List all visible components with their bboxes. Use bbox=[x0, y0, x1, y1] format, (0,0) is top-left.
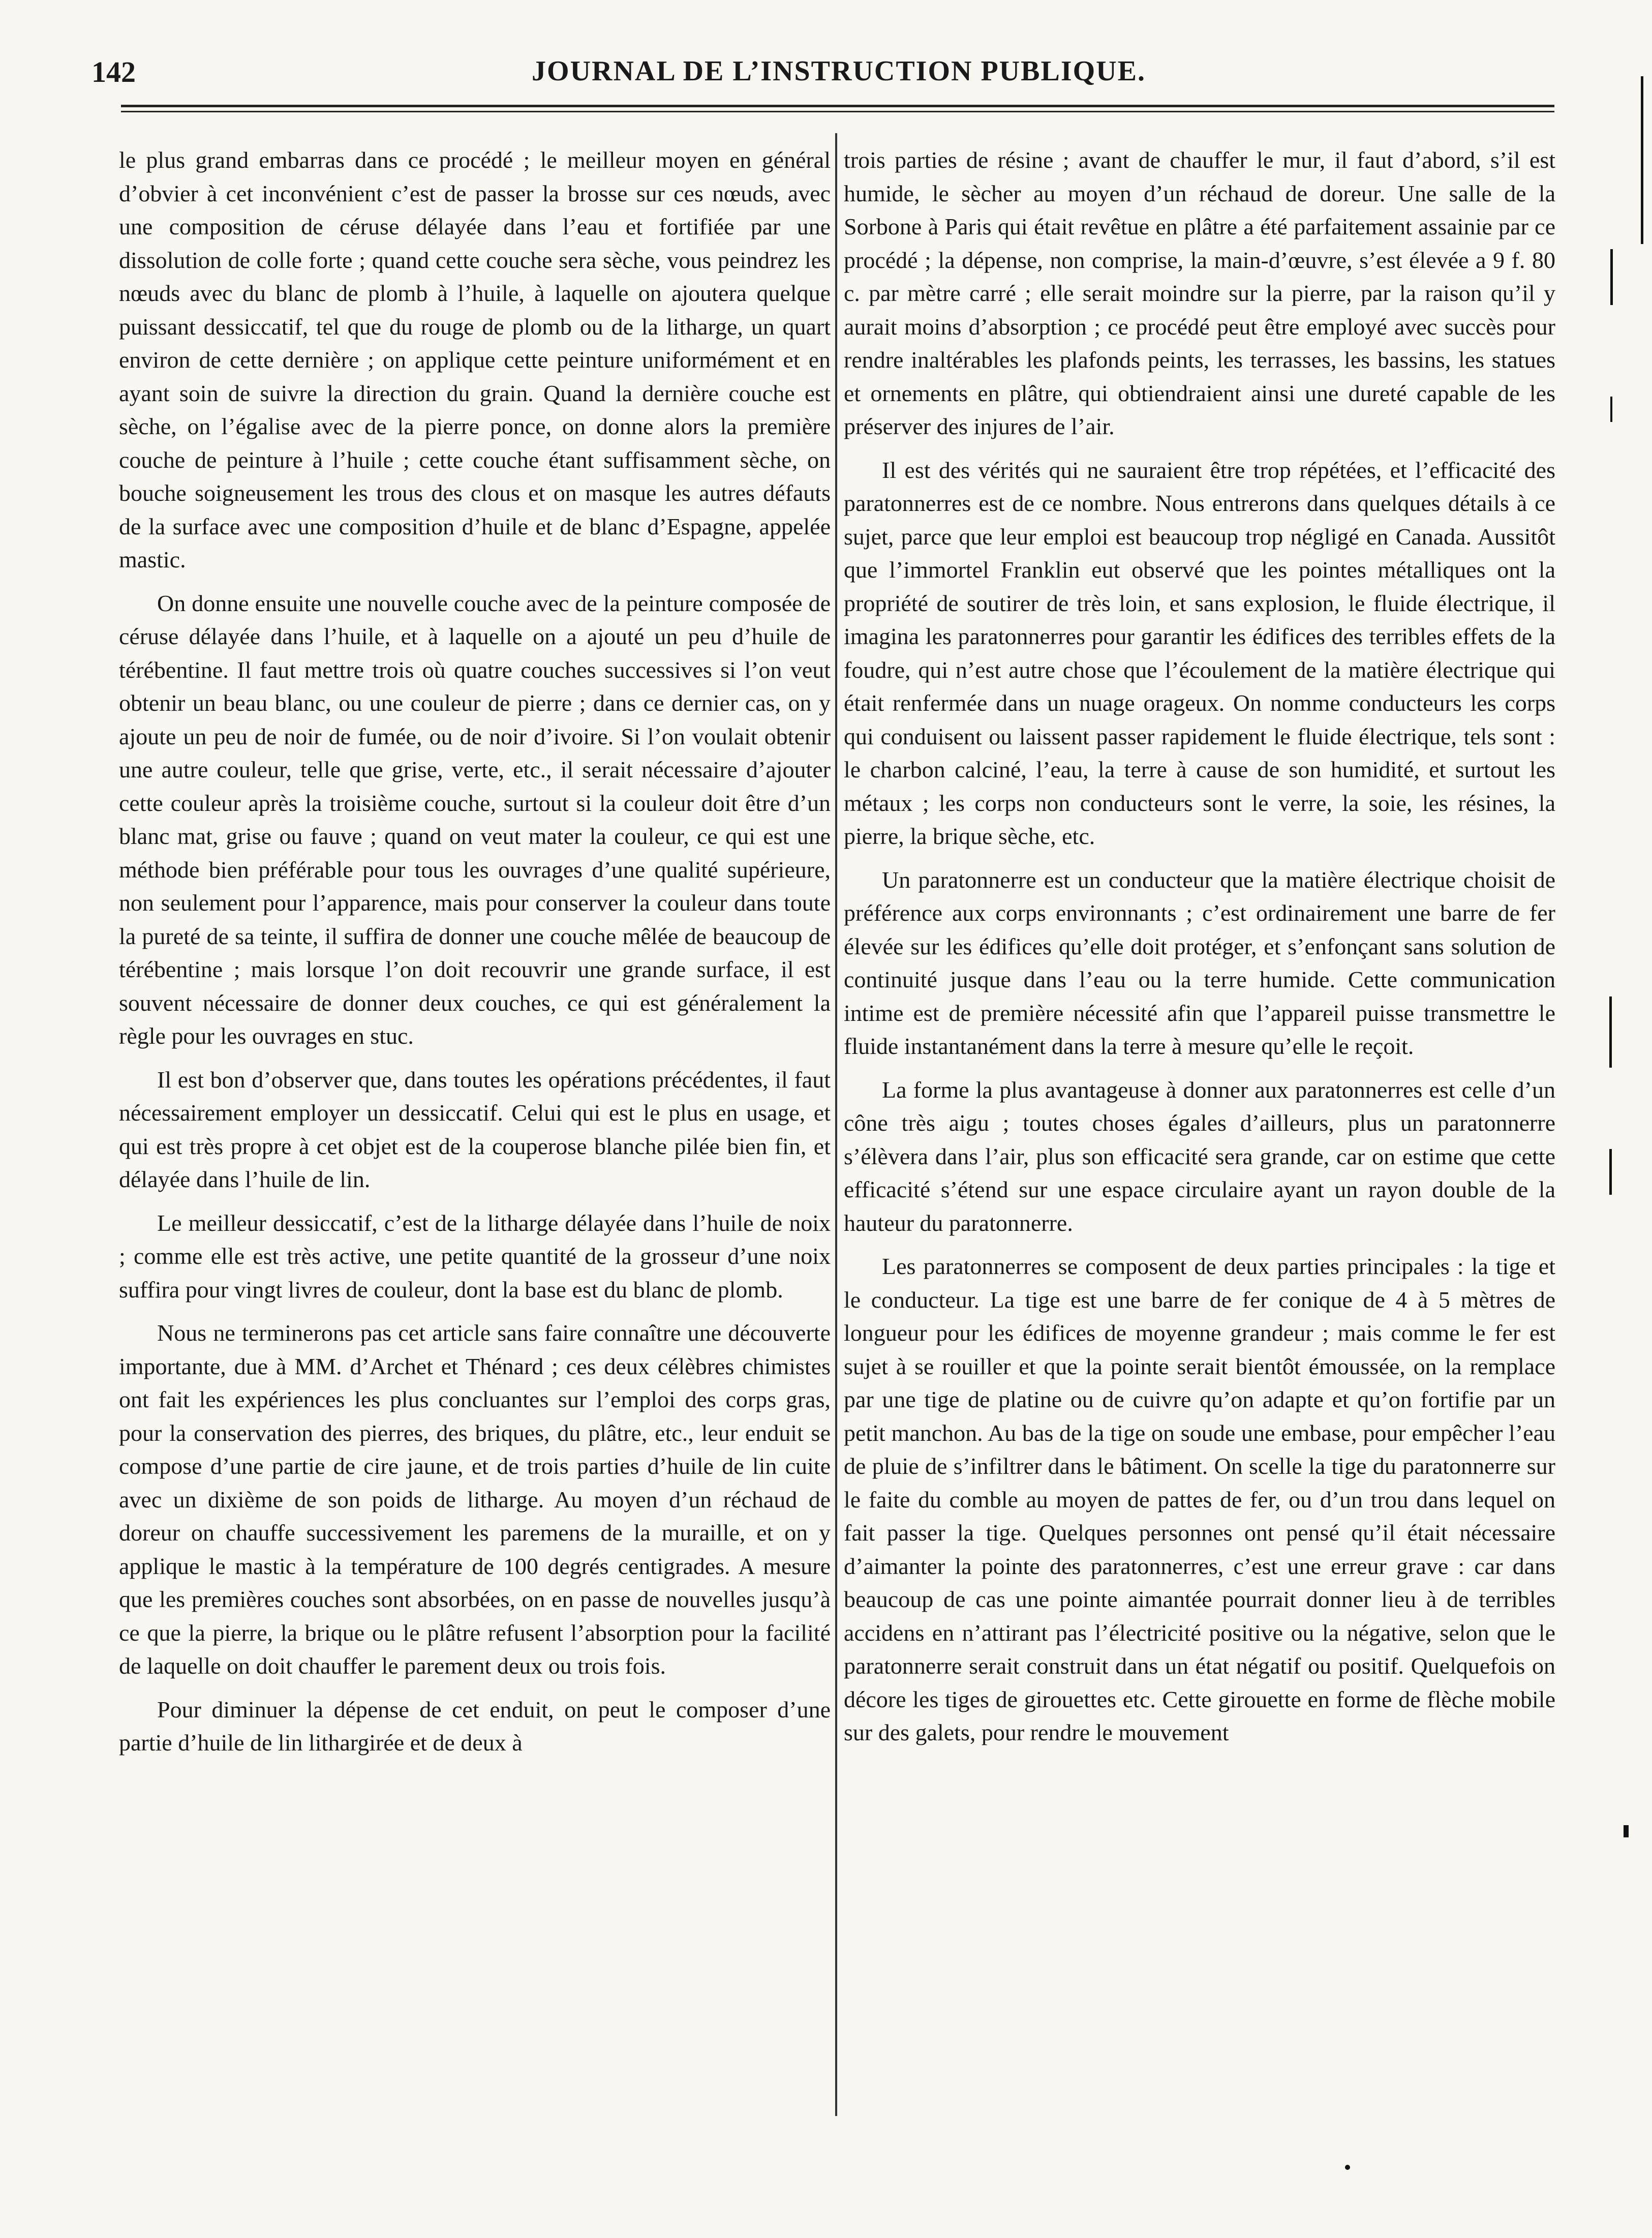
margin-binding-mark bbox=[1609, 996, 1612, 1068]
paragraph: le plus grand embarras dans ce procédé ; le meilleur moyen en général d’obvier à cet inconvénient c’est de passer la brosse sur ces nœuds, avec une composition de céruse délayée dans l’eau et fortifiée par une dissolution de colle forte ; quand cette couche sera sèche, vous peindrez les nœuds avec du blanc de plomb à l’huile, à laquelle on ajoutera quelque puissant dessiccatif, tel que du rouge de plomb ou de la litharge, un quart environ de cette dernière ; on applique cette peinture uniformément et en ayant soin de suivre la direction du grain. Quand la dernière couche est sèche, on l’égalise avec de la pierre ponce, on donne alors la première couche de peinture à l’huile ; cette couche étant suffisamment sèche, on bouche soigneusement les trous des clous et on masque les autres défauts de la surface avec une composition d’huile et de blanc d’Espagne, appelée mastic. bbox=[119, 147, 831, 572]
header-rule-thin bbox=[121, 111, 1554, 112]
margin-binding-mark bbox=[1624, 1825, 1629, 1837]
paragraph: La forme la plus avantageuse à donner aux paratonnerres est celle d’un cône très aigu ; toutes choses égales d’ailleurs, plus un paratonnerre s’élèvera dans l’air, plus son efficacité sera grande, car on estime que cette efficacité s’étend sur une espace circulaire ayant un rayon double de la hauteur du paratonnerre. bbox=[844, 1076, 1555, 1236]
margin-binding-mark bbox=[1345, 2165, 1350, 2170]
paragraph: Il est des vérités qui ne sauraient être trop répétées, et l’efficacité des paratonnerres est de ce nombre. Nous entrerons dans quelques détails à ce sujet, parce que leur emploi est beaucoup trop négligé en Canada. Aussitôt que l’immortel Franklin eut observé que les pointes métalliques ont la propriété de soutirer de très loin, et sans explosion, le fluide électrique, il imagina les paratonnerres pour garantir les édifices des terribles effets de la foudre, qui n’est autre chose que l’écoulement de la matière électrique qui était renfermée dans un nuage orageux. On nomme conducteurs les corps qui conduisent ou laissent passer rapidement le fluide électrique, tels sont : le charbon calciné, l’eau, la terre à cause de son humidité, et surtout les métaux ; les corps non conducteurs sont le verre, la soie, les résines, la pierre, la brique sèche, etc. bbox=[844, 457, 1555, 849]
left-column bbox=[119, 143, 831, 2116]
margin-binding-mark bbox=[1610, 249, 1613, 305]
paragraph: Pour diminuer la dépense de cet enduit, on peut le composer d’une partie d’huile de lin lithargirée et de deux à bbox=[119, 1696, 831, 1756]
header-rule bbox=[121, 105, 1554, 107]
margin-binding-mark bbox=[1641, 76, 1643, 244]
paragraph: Le meilleur dessiccatif, c’est de la litharge délayée dans l’huile de noix ; comme elle est très active, une petite quantité de la grosseur d’une noix suffira pour vingt livres de couleur, dont la base est du blanc de plomb. bbox=[119, 1209, 831, 1303]
paragraph: Il est bon d’observer que, dans toutes les opérations précédentes, il faut nécessairement employer un dessiccatif. Celui qui est le plus en usage, et qui est très propre à cet objet est de la couperose blanche pilée bien fin, et délayée dans l’huile de lin. bbox=[119, 1066, 831, 1192]
margin-binding-mark bbox=[1610, 397, 1612, 422]
paragraph: trois parties de résine ; avant de chauffer le mur, il faut d’abord, s’il est humide, le sècher au moyen d’un réchaud de doreur. Une salle de la Sorbone à Paris qui était revêtue en plâtre a été parfaitement assainie par ce procédé ; la dépense, non comprise, la main-d’œuvre, s’est élevée a 9 f. 80 c. par mètre carré ; elle serait moindre sur la pierre, par la raison qu’il y aurait moins d’absorption ; ce procédé peut être employé avec succès pour rendre inaltérables les plafonds peints, les terrasses, les bassins, les statues et ornements en plâtre, qui obtiendraient ainsi une dureté capable de les préserver des injures de l’air. bbox=[844, 147, 1555, 439]
paragraph: Les paratonnerres se composent de deux parties principales : la tige et le conducteur. La tige est une barre de fer conique de 4 à 5 mètres de longueur pour les édifices de moyenne grandeur ; mais comme le fer est sujet à se rouiller et que la pointe serait bientôt émoussée, on la remplace par une tige de platine ou de cuivre qu’on adapte et qu’on fortifie par un petit manchon. Au bas de la tige on soude une embase, pour empêcher l’eau de pluie de s’infiltrer dans le bâtiment. On scelle la tige du paratonnerre sur le faite du comble au moyen de pattes de fer, ou d’un trou dans lequel on fait passer la tige. Quelques personnes ont pensé qu’il était nécessaire d’aimanter la pointe des paratonnerres, c’est une erreur grave : car dans beaucoup de cas une pointe aimantée pourrait donner lieu à de terribles accidens en n’attirant pas l’électricité positive ou la négative, selon que le paratonnerre serait construit dans un état négatif ou positif. Quelquefois on décore les tiges de girouettes etc. Cette girouette en forme de flèche mobile sur des galets, pour rendre le mouvement bbox=[844, 1253, 1555, 1745]
paragraph: On donne ensuite une nouvelle couche avec de la peinture composée de céruse délayée dans l’huile, et à laquelle on a ajouté un peu d’huile de térébentine. Il faut mettre trois où quatre couches successives si l’on veut obtenir un beau blanc, ou une couleur de pierre ; dans ce dernier cas, on y ajoute un peu de noir de fumée, ou de noir d’ivoire. Si l’on voulait obtenir une autre couleur, telle que grise, verte, etc., il serait nécessaire d’ajouter cette couleur après la troisième couche, surtout si la couleur doit être d’un blanc mat, grise ou fauve ; quand on veut mater la couleur, ce qui est une méthode bien préférable pour tous les ouvrages d’une qualité supérieure, non seulement pour l’apparence, mais pour conserver la couleur dans toute la pureté de sa teinte, il suffira de donner une couche mêlée de beaucoup de térébentine ; mais lorsque l’on doit recouvrir une grande surface, il est souvent nécessaire de donner deux couches, ce qui est généralement la règle pour les ouvrages en stuc. bbox=[119, 590, 831, 1049]
margin-binding-mark bbox=[1609, 1149, 1612, 1195]
page-number: 142 bbox=[91, 55, 136, 88]
paragraph: Un paratonnerre est un conducteur que la matière électrique choisit de préférence aux corps environnants ; c’est ordinairement une barre de fer élevée sur les édifices qu’elle doit protéger, et s’enfonçant sans solution de continuité jusque dans l’eau ou la terre humide. Cette communication intime est de première nécessité afin que l’appareil puisse transmettre le fluide instantanément dans la terre à mesure qu’elle le reçoit. bbox=[844, 866, 1555, 1059]
journal-title: JOURNAL DE L’INSTRUCTION PUBLIQUE. bbox=[532, 55, 1146, 87]
paragraph: Nous ne terminerons pas cet article sans faire connaître une découverte importante, due à MM. d’Archet et Thénard ; ces deux célèbres chimistes ont fait les expériences les plus concluantes sur l’emploi des corps gras, pour la conservation des pierres, des briques, du plâtre, etc., leur enduit se compose d’une partie de cire jaune, et de trois parties d’huile de lin cuite avec un dixième de son poids de litharge. Au moyen d’un réchaud de doreur on chauffe successivement les paremens de la muraille, et on y applique le mastic à la température de 100 degrés centigrades. A mesure que les premières couches sont absorbées, on en passe de nouvelles jusqu’à ce que la pierre, la brique ou le plâtre refusent l’absorption pour la facilité de laquelle on doit chauffer le parement deux ou trois fois. bbox=[119, 1320, 831, 1679]
right-column bbox=[844, 143, 1555, 2116]
column-divider bbox=[835, 133, 837, 2116]
